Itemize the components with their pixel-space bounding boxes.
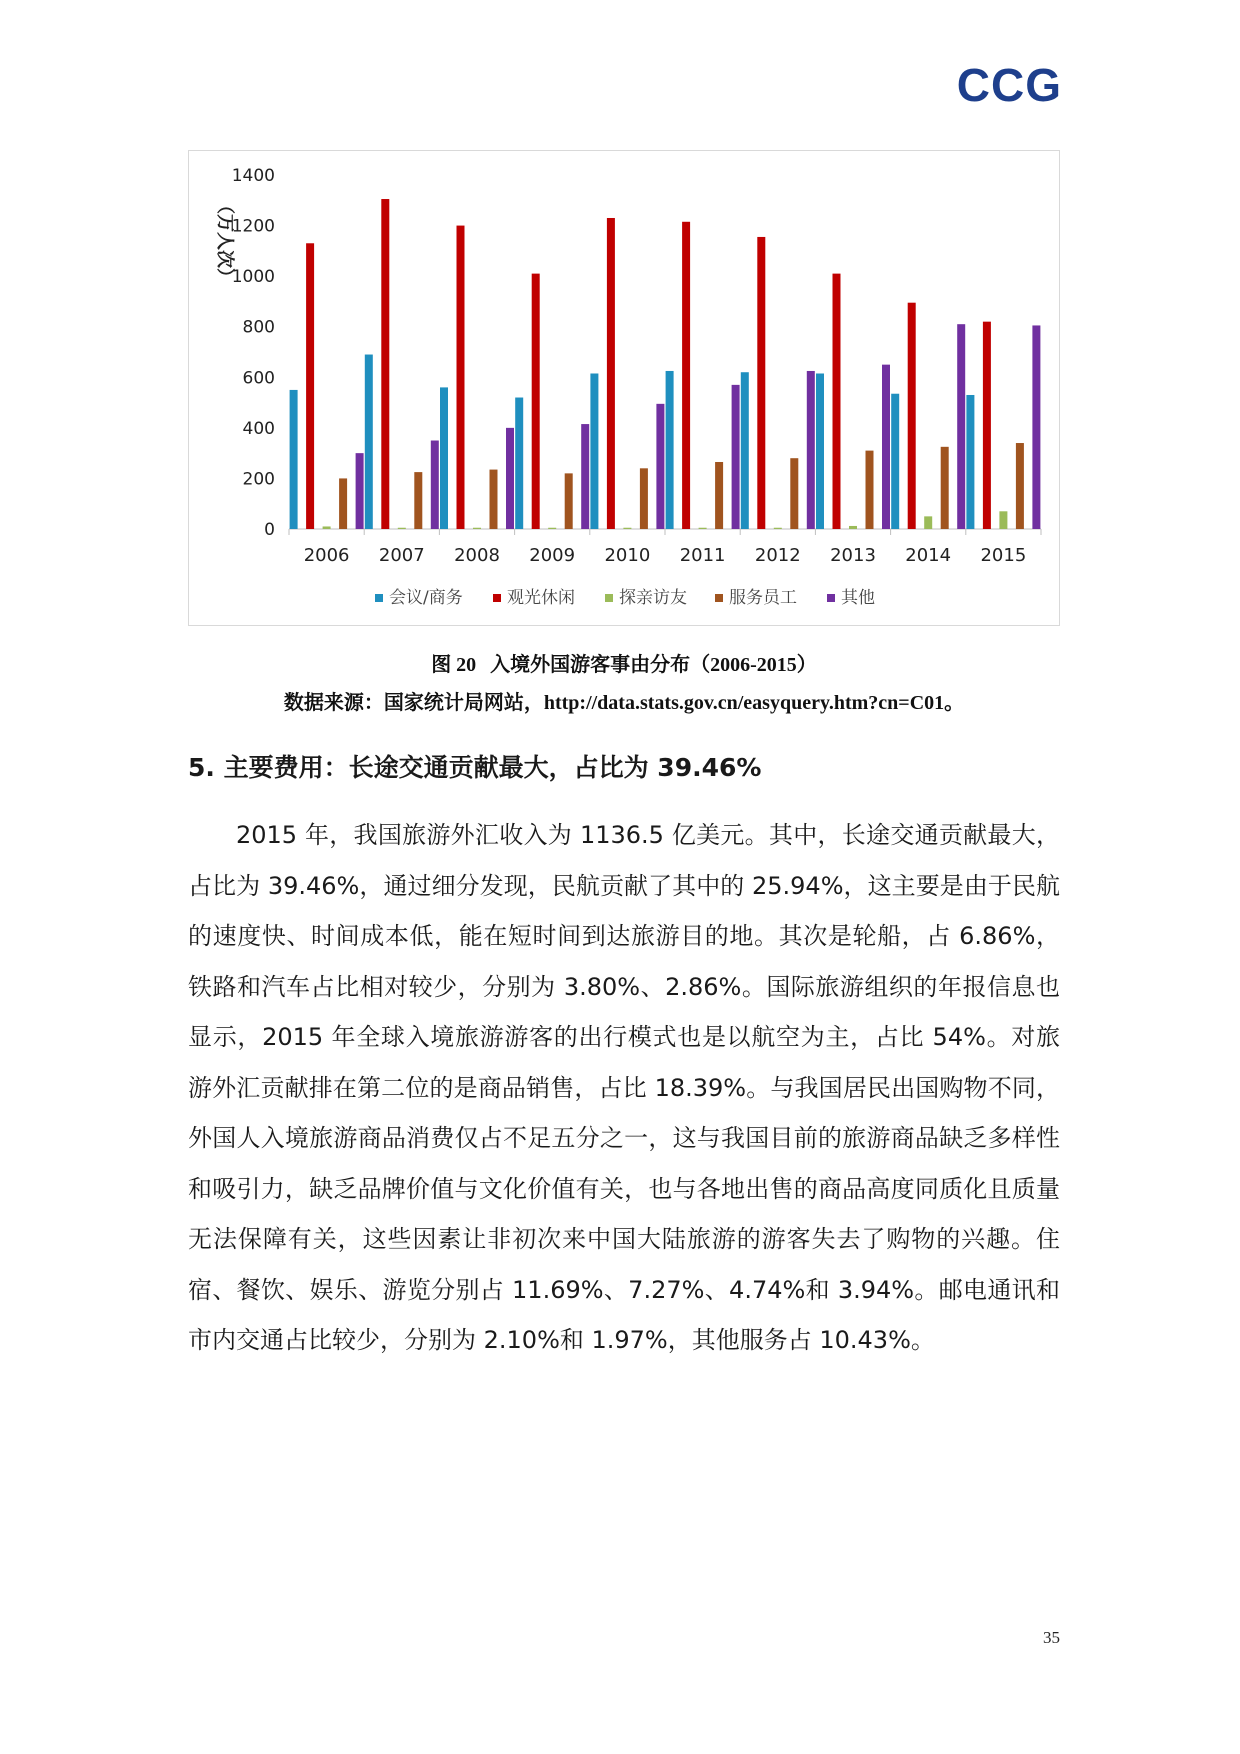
legend-swatch-探亲访友	[605, 594, 613, 602]
legend-label: 服务员工	[729, 588, 797, 608]
x-tick-label: 2014	[905, 545, 952, 566]
bar-探亲访友-2011	[699, 528, 707, 529]
bar-会议/商务-2013	[816, 373, 824, 529]
bar-服务员工-2012	[790, 458, 798, 529]
bar-其他-2006	[356, 453, 364, 529]
bar-观光休闲-2008	[457, 226, 465, 529]
bar-服务员工-2009	[565, 473, 573, 529]
bar-会议/商务-2011	[666, 371, 674, 529]
bar-观光休闲-2014	[908, 303, 916, 529]
chart-svg	[189, 151, 1061, 627]
y-tick-label: 800	[242, 317, 275, 338]
bar-观光休闲-2006	[306, 243, 314, 529]
bar-观光休闲-2009	[532, 274, 540, 529]
bar-观光休闲-2012	[757, 237, 765, 529]
figure-caption-close: ）	[796, 652, 817, 676]
bar-会议/商务-2008	[440, 387, 448, 529]
y-tick-label: 200	[242, 469, 275, 490]
figure-caption-prefix: 图 20	[431, 654, 477, 676]
legend-swatch-会议/商务	[375, 594, 383, 602]
bar-观光休闲-2015	[983, 322, 991, 529]
legend-label: 其他	[841, 588, 875, 608]
y-tick-label: 600	[242, 368, 275, 389]
x-tick-label: 2007	[378, 545, 425, 566]
bar-会议/商务-2014	[891, 394, 899, 529]
legend-swatch-其他	[827, 594, 835, 602]
bar-服务员工-2006	[339, 478, 347, 529]
page-number: 35	[1043, 1628, 1060, 1647]
bar-其他-2014	[957, 324, 965, 529]
legend-label: 探亲访友	[619, 588, 687, 608]
bar-其他-2010	[656, 404, 664, 529]
bar-其他-2007	[431, 441, 439, 530]
bar-其他-2009	[581, 424, 589, 529]
bar-观光休闲-2007	[381, 199, 389, 529]
legend-swatch-观光休闲	[493, 594, 501, 602]
bar-探亲访友-2013	[849, 526, 857, 529]
section-heading: 5. 主要费用：长途交通贡献最大，占比为 39.46%	[188, 753, 762, 782]
y-tick-label: 1200	[231, 216, 275, 237]
bar-其他-2015	[1032, 325, 1040, 529]
bar-观光休闲-2011	[682, 222, 690, 529]
y-tick-label: 0	[264, 520, 275, 540]
x-tick-label: 2009	[529, 545, 576, 566]
bar-chart	[188, 150, 1060, 626]
bar-服务员工-2010	[640, 468, 648, 529]
bar-观光休闲-2010	[607, 218, 615, 529]
bar-会议/商务-2012	[741, 372, 749, 529]
bar-服务员工-2015	[1016, 443, 1024, 529]
x-tick-label: 2006	[303, 545, 350, 566]
bar-探亲访友-2014	[924, 516, 932, 529]
bar-其他-2008	[506, 428, 514, 529]
source-label: 数据来源：国家统计局网站，	[283, 690, 544, 714]
x-tick-label: 2012	[754, 545, 801, 566]
y-tick-label: 1400	[231, 166, 275, 186]
bar-服务员工-2008	[490, 470, 498, 529]
y-tick-label: 1000	[231, 267, 275, 288]
bar-探亲访友-2008	[473, 528, 481, 529]
bar-探亲访友-2006	[323, 526, 331, 529]
source-end: 。	[944, 690, 965, 714]
x-tick-label: 2008	[454, 545, 500, 566]
bar-其他-2011	[732, 385, 740, 529]
bar-探亲访友-2009	[548, 528, 556, 529]
bar-会议/商务-2015	[966, 395, 974, 529]
bar-其他-2012	[807, 371, 815, 529]
x-tick-label: 2015	[980, 545, 1027, 566]
bar-探亲访友-2007	[398, 528, 406, 529]
bar-其他-2013	[882, 365, 890, 529]
bar-会议/商务-2007	[365, 355, 373, 529]
source-url: http://data.stats.gov.cn/easyquery.htm?cn=C01	[543, 692, 945, 714]
legend-label: 观光休闲	[507, 588, 575, 608]
bar-服务员工-2014	[941, 447, 949, 529]
bar-会议/商务-2010	[590, 373, 598, 529]
x-tick-label: 2013	[830, 545, 876, 566]
figure-caption-years: 2006-2015	[710, 654, 797, 676]
legend-label: 会议/商务	[389, 588, 463, 608]
body-paragraph: 2015 年，我国旅游外汇收入为 1136.5 亿美元。其中，长途交通贡献最大，占比为 39.46%，通过细分发现，民航贡献了其中的 25.94%，这主要是由于民航的速度快、时间成本低，能在短时间到达旅游目的地。其次是轮船，占 6.86%，铁路和汽车占比相对较少，分别为 3.80%、2.86%。国际旅游组织的年报信息也显示，2015 年全球入境旅游游客的出行模式也是以航空为主，占比 54%。对旅游外汇贡献排在第二位的是商品销售，占比 18.39%。与我国居民出国购物不同，外国人入境旅游商品消费仅占不足五分之一，这与我国目前的旅游商品缺乏多样性和吸引力，缺乏品牌价值与文化价值有关，也与各地出售的商品高度同质化且质量无法保障有关，这些因素让非初次来中国大陆旅游的游客失去了购物的兴趣。住宿、餐饮、娱乐、游览分别占 11.69%、7.27%、4.74%和 3.94%。邮电通讯和市内交通占比较少，分别为 2.10%和 1.97%，其他服务占 10.43%。	[188, 821, 1060, 1354]
bar-会议/商务-2009	[515, 398, 523, 529]
figure-caption-main: 入境外国游客事由分布（	[490, 652, 711, 676]
y-tick-label: 400	[242, 418, 275, 439]
figure-source	[188, 686, 1060, 715]
bar-服务员工-2013	[866, 451, 874, 529]
bar-服务员工-2011	[715, 462, 723, 529]
bar-观光休闲-2013	[833, 274, 841, 529]
y-axis-label: （万人次）	[214, 196, 235, 286]
bar-探亲访友-2012	[774, 528, 782, 529]
ccg-logo: CCG	[956, 59, 1062, 111]
bar-服务员工-2007	[414, 472, 422, 529]
legend-swatch-服务员工	[715, 594, 723, 602]
x-tick-label: 2010	[604, 545, 651, 566]
bar-探亲访友-2015	[999, 511, 1007, 529]
bar-探亲访友-2010	[623, 528, 631, 529]
figure-caption	[188, 648, 1060, 677]
x-tick-label: 2011	[679, 545, 726, 566]
bar-会议/商务-2006	[290, 390, 298, 529]
